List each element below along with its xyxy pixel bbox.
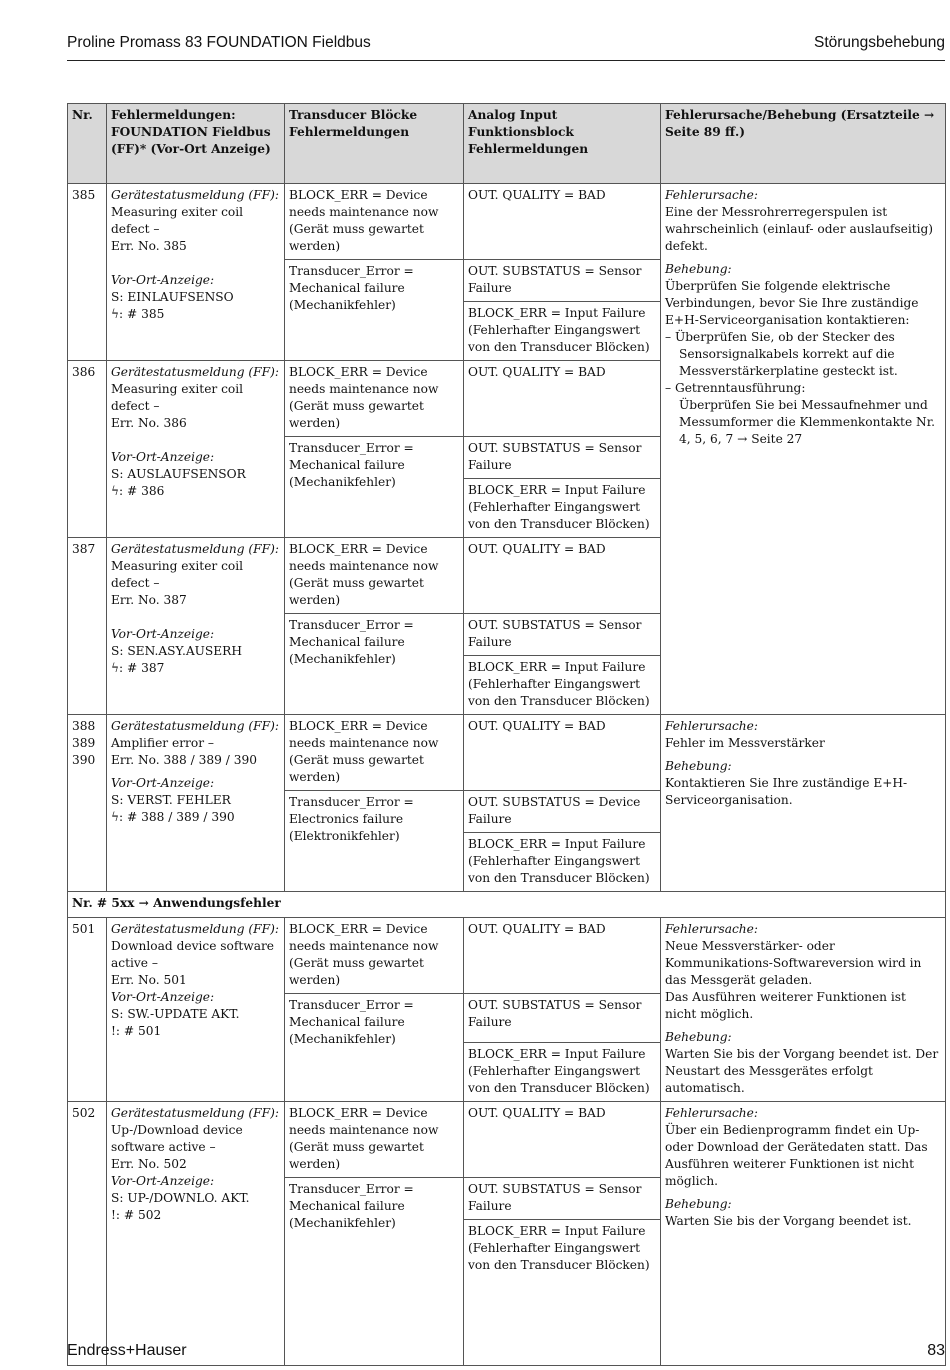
display-s: S: UP-/DOWNLO. AKT.: [111, 1191, 250, 1205]
cause-label: Fehlerursache:: [665, 922, 758, 936]
ff-err: Err. No. 388 / 389 / 390: [111, 753, 257, 767]
tb1-cell: BLOCK_ERR = Device needs maintenance now (Gerät muss gewartet werden): [285, 1102, 464, 1178]
row-nr: 386: [68, 361, 107, 538]
ff-err: Err. No. 386: [111, 416, 187, 430]
tb1-cell: BLOCK_ERR = Device needs maintenance now (Gerät muss gewartet werden): [285, 184, 464, 260]
local-display-label: Vor-Ort-Anzeige:: [111, 627, 215, 641]
tb2-cell: Transducer_Error = Mechanical failure (Mechanikfehler): [285, 994, 464, 1102]
cause-cell: [661, 918, 946, 1102]
ai1-cell: OUT. QUALITY = BAD: [464, 361, 661, 437]
cause-text-2: Das Ausführen weiterer Funktionen ist nicht möglich.: [665, 990, 906, 1021]
ai2-cell: OUT. SUBSTATUS = Sensor Failure: [464, 437, 661, 479]
ff-message-cell: [107, 1102, 285, 1366]
ff-text: Up-/Download device software active –: [111, 1123, 243, 1154]
ff-message-cell: [107, 361, 285, 538]
display-code: !: # 501: [111, 1024, 162, 1038]
display-code: ϟ: # 388 / 389 / 390: [111, 810, 235, 824]
row-nr: 501: [68, 918, 107, 1102]
ai2-cell: OUT. SUBSTATUS = Device Failure: [464, 791, 661, 833]
display-s: S: SEN.ASY.AUSERH: [111, 644, 242, 658]
cause-text: Neue Messverstärker- oder Kommunikations-Softwareversion wird in das Messgerät geladen.: [665, 939, 922, 987]
local-display-label: Vor-Ort-Anzeige:: [111, 1174, 215, 1188]
tb1-cell: BLOCK_ERR = Device needs maintenance now (Gerät muss gewartet werden): [285, 918, 464, 994]
local-display-label: Vor-Ort-Anzeige:: [111, 273, 215, 287]
ff-status-label: Gerätestatusmeldung (FF):: [111, 365, 279, 379]
row-nr: 387: [68, 538, 107, 715]
header-ff-messages: Fehlermeldungen: FOUNDATION Fieldbus (FF)* (Vor-Ort Anzeige): [107, 104, 285, 184]
table-row: [68, 184, 946, 260]
cause-label: Fehlerursache:: [665, 719, 758, 733]
cause-text: Fehler im Messverstärker: [665, 736, 825, 750]
ai2-cell: OUT. SUBSTATUS = Sensor Failure: [464, 1178, 661, 1220]
display-code: ϟ: # 385: [111, 307, 165, 321]
local-display-label: Vor-Ort-Anzeige:: [111, 990, 215, 1004]
tb1-cell: BLOCK_ERR = Device needs maintenance now (Gerät muss gewartet werden): [285, 715, 464, 791]
tb1-cell: BLOCK_ERR = Device needs maintenance now (Gerät muss gewartet werden): [285, 361, 464, 437]
table-header-row: [68, 104, 946, 184]
ff-status-label: Gerätestatusmeldung (FF):: [111, 922, 279, 936]
ff-message-cell: [107, 918, 285, 1102]
ai1-cell: OUT. QUALITY = BAD: [464, 918, 661, 994]
header-nr: Nr.: [68, 104, 107, 184]
tb2-cell: Transducer_Error = Mechanical failure (Mechanikfehler): [285, 260, 464, 361]
remedy-item-2a: – Getrenntausführung:: [665, 381, 806, 395]
display-code: ϟ: # 387: [111, 661, 165, 675]
tb2-cell: Transducer_Error = Mechanical failure (Mechanikfehler): [285, 614, 464, 715]
cause-cell: [661, 715, 946, 892]
row-nr: 502: [68, 1102, 107, 1366]
footer-brand: Endress+Hauser: [67, 1342, 187, 1359]
ff-status-label: Gerätestatusmeldung (FF):: [111, 542, 279, 556]
tb1-cell: BLOCK_ERR = Device needs maintenance now (Gerät muss gewartet werden): [285, 538, 464, 614]
document-title: Proline Promass 83 FOUNDATION Fieldbus: [67, 34, 371, 51]
remedy-item-1: – Überprüfen Sie, ob der Stecker des Sensorsignalkabels korrekt auf die Messverstärkerplatine gesteckt ist.: [665, 330, 898, 378]
tb2-cell: Transducer_Error = Mechanical failure (Mechanikfehler): [285, 1178, 464, 1366]
section-row: [68, 892, 946, 918]
tb2-cell: Transducer_Error = Electronics failure (Elektronikfehler): [285, 791, 464, 892]
ai3-cell: BLOCK_ERR = Input Failure (Fehlerhafter Eingangswert von den Transducer Blöcken): [464, 1043, 661, 1102]
table-row: [68, 918, 946, 994]
row-nr: 385: [68, 184, 107, 361]
table-row: [68, 1102, 946, 1178]
ai3-cell: BLOCK_ERR = Input Failure (Fehlerhafter Eingangswert von den Transducer Blöcken): [464, 302, 661, 361]
error-table: [67, 103, 946, 1366]
display-code: !: # 502: [111, 1208, 162, 1222]
page-number: 83: [927, 1342, 945, 1359]
ff-status-label: Gerätestatusmeldung (FF):: [111, 188, 279, 202]
remedy-text: Warten Sie bis der Vorgang beendet ist.: [665, 1214, 912, 1228]
row-nr-c: 390: [72, 753, 96, 767]
ff-err: Err. No. 502: [111, 1157, 187, 1171]
remedy-label: Behebung:: [665, 759, 732, 773]
remedy-label: Behebung:: [665, 1030, 732, 1044]
page-header: [67, 32, 945, 61]
ai2-cell: OUT. SUBSTATUS = Sensor Failure: [464, 994, 661, 1043]
cause-text: Über ein Bedienprogramm findet ein Up- oder Download der Gerätedaten statt. Das Ausführen weiterer Funktionen ist nicht möglich.: [665, 1123, 928, 1188]
remedy-label: Behebung:: [665, 1197, 732, 1211]
ff-err: Err. No. 387: [111, 593, 187, 607]
ff-err: Err. No. 385: [111, 239, 187, 253]
ai3-cell: BLOCK_ERR = Input Failure (Fehlerhafter Eingangswert von den Transducer Blöcken): [464, 833, 661, 892]
ff-message-cell: [107, 538, 285, 715]
display-s: S: SW.-UPDATE AKT.: [111, 1007, 240, 1021]
header-analog-input: Analog Input Funktionsblock Fehlermeldungen: [464, 104, 661, 184]
ai1-cell: OUT. QUALITY = BAD: [464, 538, 661, 614]
table-row: [68, 715, 946, 791]
ff-status-label: Gerätestatusmeldung (FF):: [111, 1106, 279, 1120]
ff-text: Measuring exiter coil defect –: [111, 559, 244, 590]
header-cause: Fehlerursache/Behebung (Ersatzteile → Seite 89 ff.): [661, 104, 946, 184]
ff-message-cell: [107, 715, 285, 892]
ai2-cell: OUT. SUBSTATUS = Sensor Failure: [464, 614, 661, 656]
cause-label: Fehlerursache:: [665, 188, 758, 202]
tb2-cell: Transducer_Error = Mechanical failure (Mechanikfehler): [285, 437, 464, 538]
local-display-label: Vor-Ort-Anzeige:: [111, 450, 215, 464]
ai3-cell: BLOCK_ERR = Input Failure (Fehlerhafter Eingangswert von den Transducer Blöcken): [464, 1220, 661, 1366]
ai3-cell: BLOCK_ERR = Input Failure (Fehlerhafter Eingangswert von den Transducer Blöcken): [464, 479, 661, 538]
cause-cell: [661, 1102, 946, 1366]
remedy-text: Warten Sie bis der Vorgang beendet ist. Der Neustart des Messgerätes erfolgt automatisch.: [665, 1047, 939, 1095]
header-transducer: Transducer Blöcke Fehlermeldungen: [285, 104, 464, 184]
ff-text: Download device software active –: [111, 939, 275, 970]
display-s: S: VERST. FEHLER: [111, 793, 231, 807]
ff-text: Measuring exiter coil defect –: [111, 205, 244, 236]
ai2-cell: OUT. SUBSTATUS = Sensor Failure: [464, 260, 661, 302]
display-code: ϟ: # 386: [111, 484, 165, 498]
ai3-cell: BLOCK_ERR = Input Failure (Fehlerhafter Eingangswert von den Transducer Blöcken): [464, 656, 661, 715]
row-nr-b: 389: [72, 736, 96, 750]
ai1-cell: OUT. QUALITY = BAD: [464, 715, 661, 791]
remedy-text: Kontaktieren Sie Ihre zuständige E+H-Serviceorganisation.: [665, 776, 908, 807]
display-s: S: EINLAUFSENSO: [111, 290, 234, 304]
ff-err: Err. No. 501: [111, 973, 187, 987]
row-nr-a: 388: [72, 719, 96, 733]
ai1-cell: OUT. QUALITY = BAD: [464, 1102, 661, 1178]
cause-cell: [661, 184, 946, 715]
ff-text: Amplifier error –: [111, 736, 214, 750]
row-nr: [68, 715, 107, 892]
ff-message-cell: [107, 184, 285, 361]
remedy-label: Behebung:: [665, 262, 732, 276]
remedy-intro: Überprüfen Sie folgende elektrische Verbindungen, bevor Sie Ihre zuständige E+H-Serviceorganisation kontaktieren:: [665, 279, 919, 327]
ai1-cell: OUT. QUALITY = BAD: [464, 184, 661, 260]
local-display-label: Vor-Ort-Anzeige:: [111, 776, 215, 790]
ff-status-label: Gerätestatusmeldung (FF):: [111, 719, 279, 733]
cause-text: Eine der Messrohrerregerspulen ist wahrscheinlich (einlauf- oder auslaufseitig) defekt.: [665, 205, 934, 253]
section-heading: Nr. # 5xx → Anwendungsfehler: [68, 892, 946, 918]
remedy-item-2b: Überprüfen Sie bei Messaufnehmer und Messumformer die Klemmenkontakte Nr. 4, 5, 6, 7 → Seite 27: [679, 398, 936, 446]
section-title: Störungsbehebung: [813, 34, 945, 51]
display-s: S: AUSLAUFSENSOR: [111, 467, 246, 481]
cause-label: Fehlerursache:: [665, 1106, 758, 1120]
ff-text: Measuring exiter coil defect –: [111, 382, 244, 413]
